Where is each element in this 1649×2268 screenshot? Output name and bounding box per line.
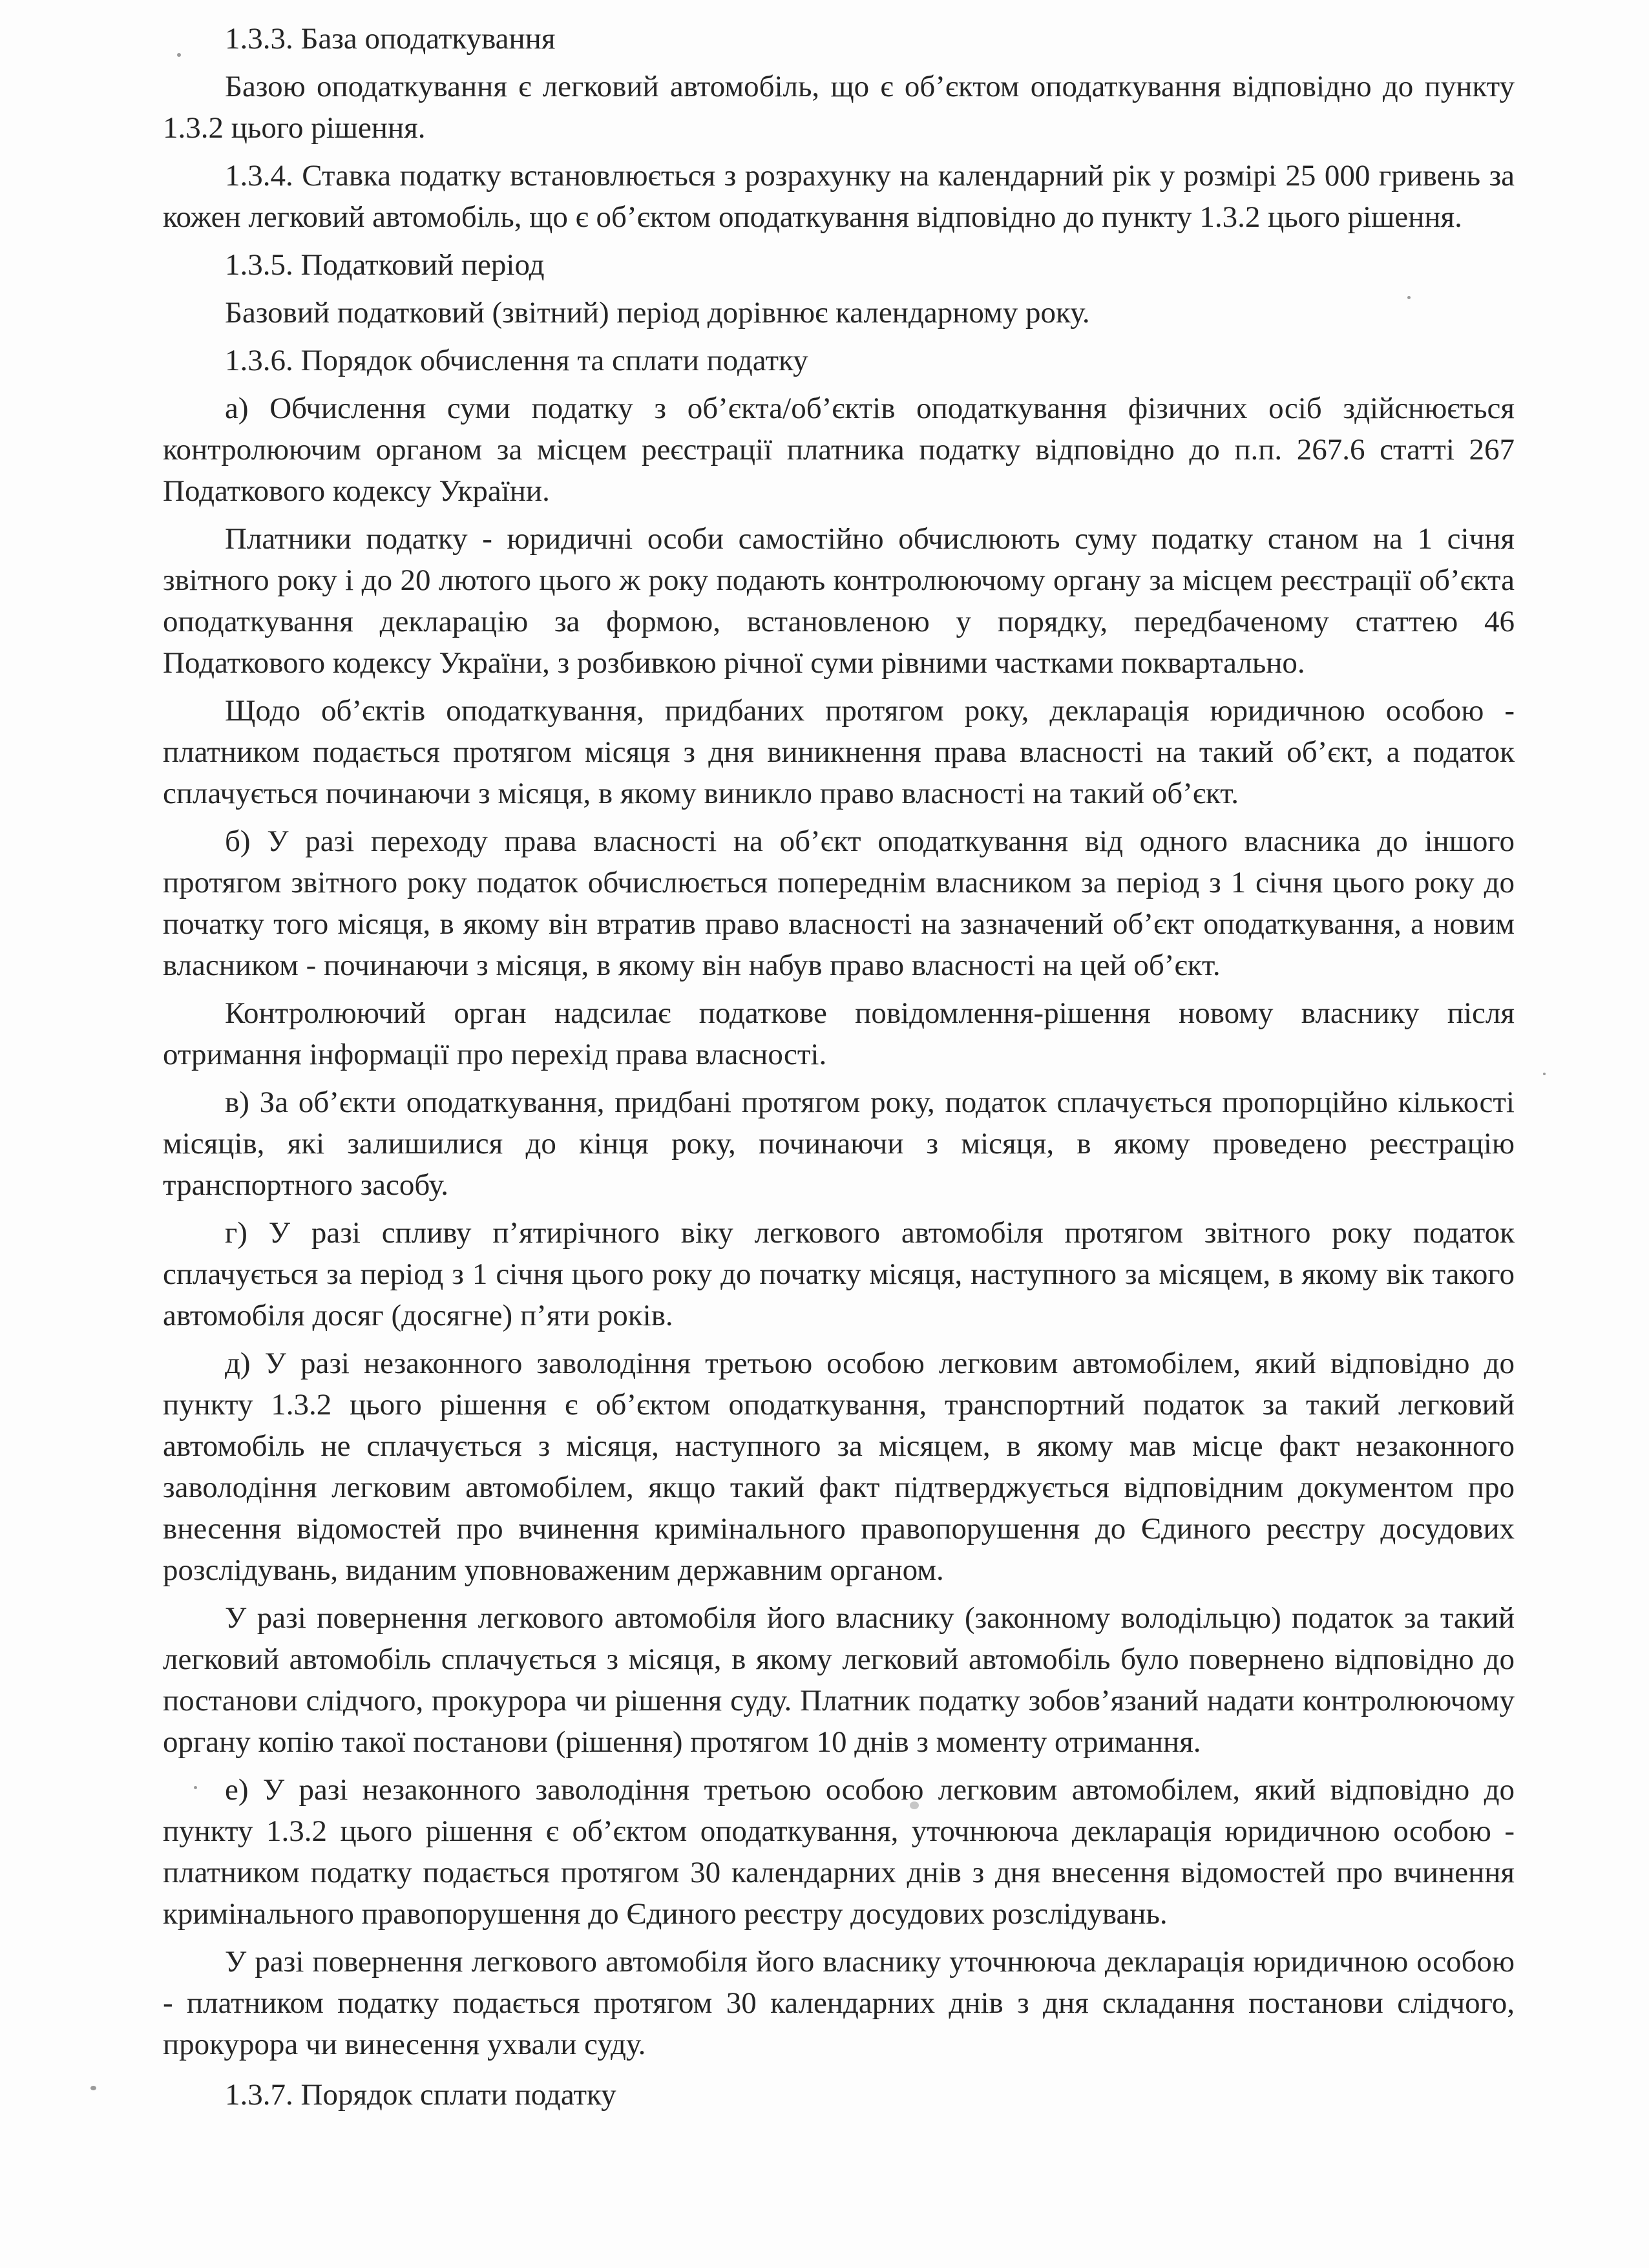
paragraph-notice: Контролюючий орган надсилає податкове повідомлення-рішення новому власнику після отримання інформації про перехід права власності. [163,996,1515,1071]
paragraph-tax-base: Базою оподаткування є легковий автомобіль, що є об’єктом оподаткування відповідно до пункту 1.3.2 цього рішення. [163,70,1515,145]
paragraph-item-a: а) Обчислення суми податку з об’єкта/об’єктів оподаткування фізичних осіб здійснюється контролюючим органом за місцем реєстрації платника податку відповідно до п.п. 267.6 статті 267 Податкового кодексу України. [163,392,1515,508]
paragraph-return-vehicle: У разі повернення легкового автомобіля його власнику (законному володільцю) податок за такий легковий автомобіль сплачується з місяця, в якому легковий автомобіль було повернено відповідно до постанови слідчого, прокурора чи рішення суду. Платник податку зобов’язаний надати контролюючому органу копію такої постанови (рішення) протягом 10 днів з моменту отримання. [163,1601,1515,1759]
paragraph-tax-rate-1-3-4: 1.3.4. Ставка податку встановлюється з розрахунку на календарний рік у розмірі 25 000 гривень за кожен легковий автомобіль, що є об’єктом оподаткування відповідно до пункту 1.3.2 цього рішення. [163,159,1515,234]
paragraph-item-g: г) У разі спливу п’ятирічного віку легкового автомобіля протягом звітного року податок сплачується за період з 1 січня цього року до початку місяця, наступного за місяцем, в якому вік такого автомобіля досяг (досягне) п’яти років. [163,1216,1515,1332]
paragraph-item-d: д) У разі незаконного заволодіння третьою особою легковим автомобілем, який відповідно до пункту 1.3.2 цього рішення є об’єктом оподаткування, транспортний податок за такий легковий автомобіль не сплачується з місяця, наступного за місяцем, в якому мав місце факт незаконного заволодіння легковим автомобілем, якщо такий факт підтверджується відповідним документом про внесення відомостей про вчинення кримінального правопорушення до Єдиного реєстру досудових розслідувань, виданим уповноваженим державним органом. [163,1347,1515,1587]
paragraph-item-b: б) У разі переходу права власності на об’єкт оподаткування від одного власника до іншого протягом звітного року податок обчислюється попереднім власником за період з 1 січня цього року до початку того місяця, в якому він втратив право власності на зазначений об’єкт оподаткування, а новим власником - починаючи з місяця, в якому він набув право власності на цей об’єкт. [163,824,1515,982]
paragraph-return-declaration: У разі повернення легкового автомобіля його власнику уточнююча декларація юридичною особою - платником податку подається протягом 30 календарних днів з дня складання постанови слідчого, прокурора чи винесення ухвали суду. [163,1945,1515,2061]
scan-speck [1543,1073,1546,1075]
paragraph-item-e: е) У разі незаконного заволодіння третьою особою легковим автомобілем, який відповідно до пункту 1.3.2 цього рішення є об’єктом оподаткування, уточнююча декларація юридичною особою - платником податку подається протягом 30 календарних днів з дня внесення відомостей про вчинення кримінального правопорушення до Єдиного реєстру досудових розслідувань. [163,1773,1515,1931]
paragraph-tax-period: Базовий податковий (звітний) період дорівнює календарному року. [225,296,1090,330]
section-heading-1-3-5: 1.3.5. Податковий період [225,248,545,282]
section-heading-1-3-3: 1.3.3. База оподаткування [225,22,556,56]
section-heading-1-3-7: 1.3.7. Порядок сплати податку [225,2078,616,2112]
paragraph-acquired-objects: Щодо об’єктів оподаткування, придбаних протягом року, декларація юридичною особою - платником подається протягом місяця з дня виникнення права власності на такий об’єкт, а податок сплачується починаючи з місяця, в якому виникло право власності на такий об’єкт. [163,694,1515,810]
section-heading-1-3-6: 1.3.6. Порядок обчислення та сплати податку [225,344,808,377]
paragraph-legal-entities: Платники податку - юридичні особи самостійно обчислюють суму податку станом на 1 січня звітного року і до 20 лютого цього ж року подають контролюючому органу за місцем реєстрації об’єкта оподаткування декларацію за формою, встановленою у порядку, передбаченому статтею 46 Податкового кодексу України, з розбивкою річної суми рівними частками поквартально. [163,522,1515,680]
document-body [163,18,1515,2122]
paragraph-item-v: в) За об’єкти оподаткування, придбані протягом року, податок сплачується пропорційно кількості місяців, які залишилися до кінця року, починаючи з місяця, в якому проведено реєстрацію транспортного засобу. [163,1086,1515,1202]
scan-speck [90,2086,96,2090]
